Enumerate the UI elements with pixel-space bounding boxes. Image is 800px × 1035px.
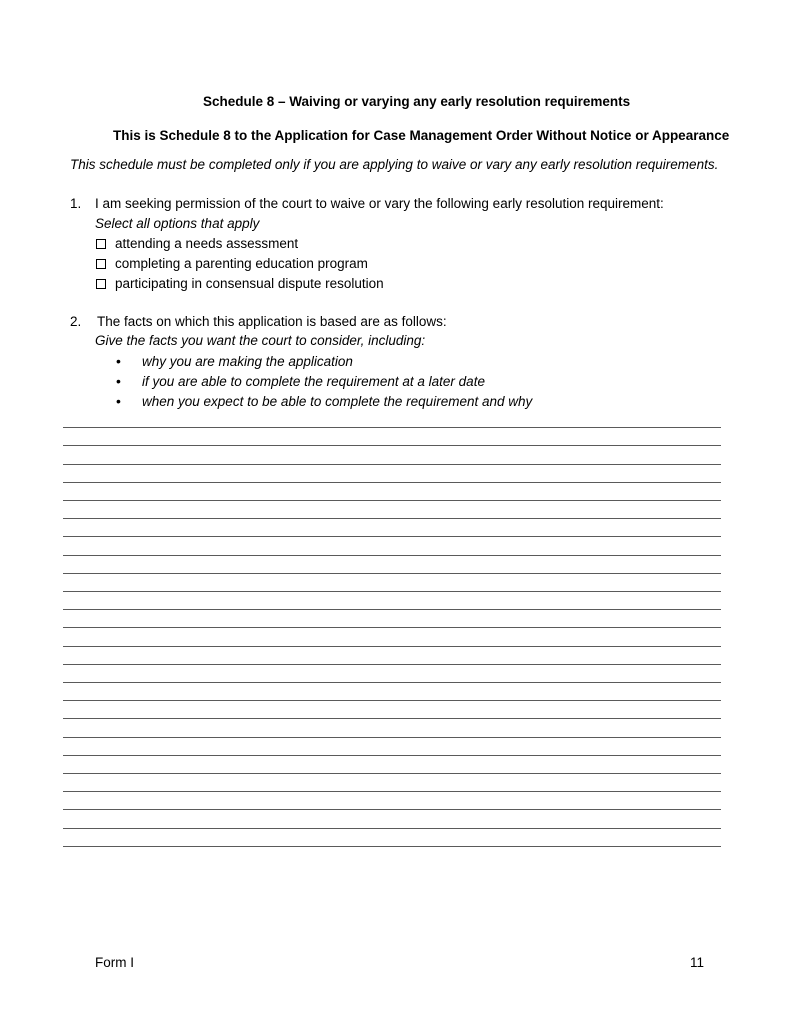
writing-line[interactable] <box>63 482 721 483</box>
bullet-item <box>116 353 353 369</box>
writing-line[interactable] <box>63 809 721 810</box>
writing-line[interactable] <box>63 773 721 774</box>
writing-line[interactable] <box>63 427 721 428</box>
writing-line[interactable] <box>63 718 721 719</box>
writing-line[interactable] <box>63 445 721 446</box>
bullet-item <box>116 393 532 409</box>
instruction-text: This schedule must be completed only if you are applying to waive or vary any early resolution requirements. <box>70 157 719 172</box>
writing-line[interactable] <box>63 573 721 574</box>
checkbox[interactable] <box>96 259 106 269</box>
item2-hint: Give the facts you want the court to consider, including: <box>95 333 426 348</box>
bullet-item <box>116 373 485 389</box>
option-label: completing a parenting education program <box>115 256 368 271</box>
bullet-text: when you expect to be able to complete the requirement and why <box>142 393 533 409</box>
option-needs-assessment[interactable] <box>96 236 298 251</box>
writing-line[interactable] <box>63 500 721 501</box>
item2-number: 2. <box>70 314 82 329</box>
writing-line[interactable] <box>63 536 721 537</box>
checkbox[interactable] <box>96 279 106 289</box>
schedule-title: Schedule 8 – Waiving or varying any early resolution requirements <box>203 94 631 109</box>
bullet-icon: • <box>116 393 121 409</box>
item1-text: I am seeking permission of the court to waive or vary the following early resolution requirement: <box>95 196 664 211</box>
writing-line[interactable] <box>63 646 721 647</box>
writing-line[interactable] <box>63 737 721 738</box>
writing-line[interactable] <box>63 682 721 683</box>
bullet-text: if you are able to complete the requirement at a later date <box>142 373 485 389</box>
bullet-icon: • <box>116 373 121 389</box>
option-consensual-dispute-resolution[interactable] <box>96 276 384 291</box>
writing-line[interactable] <box>63 700 721 701</box>
option-label: participating in consensual dispute resolution <box>115 276 384 291</box>
bullet-icon: • <box>116 353 121 369</box>
item1-hint: Select all options that apply <box>95 216 260 231</box>
writing-line[interactable] <box>63 627 721 628</box>
writing-line[interactable] <box>63 464 721 465</box>
checkbox[interactable] <box>96 239 106 249</box>
writing-line[interactable] <box>63 791 721 792</box>
writing-line[interactable] <box>63 755 721 756</box>
footer-page-number: 11 <box>690 955 705 970</box>
writing-line[interactable] <box>63 828 721 829</box>
item2-text: The facts on which this application is based are as follows: <box>97 314 447 329</box>
bullet-text: why you are making the application <box>142 353 353 369</box>
option-label: attending a needs assessment <box>115 236 299 251</box>
schedule-subtitle: This is Schedule 8 to the Application for Case Management Order Without Notice or Appearance <box>113 128 730 143</box>
writing-line[interactable] <box>63 664 721 665</box>
writing-line[interactable] <box>63 518 721 519</box>
writing-line[interactable] <box>63 846 721 847</box>
footer-form-name: Form I <box>95 955 134 970</box>
writing-line[interactable] <box>63 555 721 556</box>
option-parenting-education[interactable] <box>96 256 368 271</box>
writing-line[interactable] <box>63 609 721 610</box>
item1-number: 1. <box>70 196 82 211</box>
writing-line[interactable] <box>63 591 721 592</box>
